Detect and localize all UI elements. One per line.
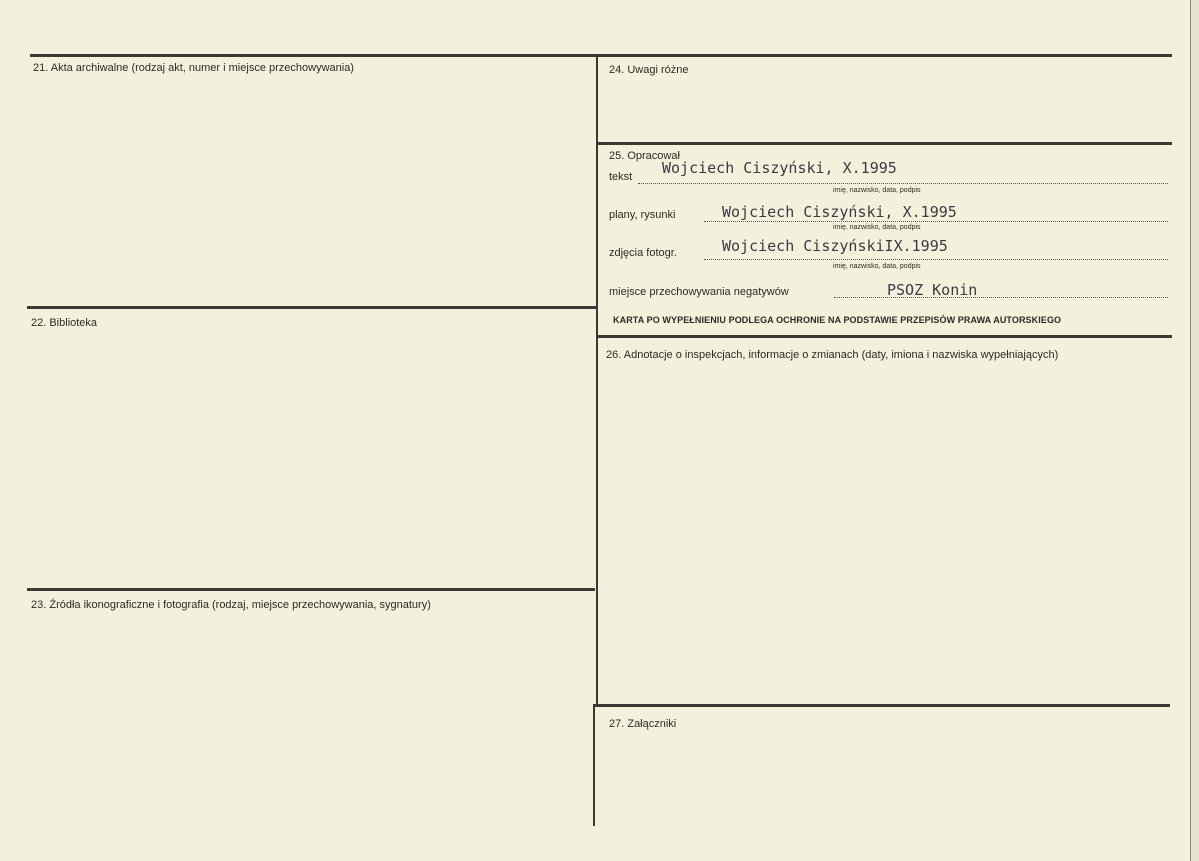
section-25-label: 25. Opracował xyxy=(609,150,680,162)
rule-section-23 xyxy=(27,588,595,591)
section-26-label: 26. Adnotacje o inspekcjach, informacje o zmianach (daty, imiona i nazwiska wypełniających) xyxy=(606,349,1059,361)
section-27-label: 27. Załączniki xyxy=(609,718,677,730)
top-rule xyxy=(30,54,1172,57)
column-divider-upper xyxy=(596,54,598,706)
rule-section-26 xyxy=(597,335,1172,338)
section-23-label: 23. Źródła ikonograficzne i fotografia (rodzaj, miejsce przechowywania, sygnatury) xyxy=(31,599,431,611)
section-24-label: 24. Uwagi różne xyxy=(609,64,689,76)
section-22-label: 22. Biblioteka xyxy=(31,317,98,329)
zdjecia-value: Wojciech CiszyńskiIX.1995 xyxy=(722,237,948,255)
section-21-label: 21. Akta archiwalne (rodzaj akt, numer i miejsce przechowywania) xyxy=(33,62,354,74)
tekst-fill-line xyxy=(638,183,1168,184)
tekst-caption: imię, nazwisko, data, podpis xyxy=(833,187,921,194)
copyright-notice: KARTA PO WYPEŁNIENIU PODLEGA OCHRONIE NA PODSTAWIE PRZEPISÓW PRAWA AUTORSKIEGO xyxy=(613,315,1062,325)
zdjecia-caption: imię, nazwisko, data, podpis xyxy=(833,263,921,270)
plany-caption: imię, nazwisko, data, podpis xyxy=(833,224,921,231)
negatywy-label: miejsce przechowywania negatywów xyxy=(609,286,789,298)
tekst-label: tekst xyxy=(609,171,633,183)
card-edge xyxy=(1190,0,1199,861)
zdjecia-label: zdjęcia fotogr. xyxy=(609,247,677,259)
negatywy-fill-line xyxy=(834,297,1168,298)
plany-label: plany, rysunki xyxy=(609,209,676,221)
plany-value: Wojciech Ciszyński, X.1995 xyxy=(722,203,957,221)
zdjecia-fill-line xyxy=(704,259,1168,260)
rule-section-27 xyxy=(595,704,1170,707)
rule-section-22 xyxy=(27,306,597,309)
tekst-value: Wojciech Ciszyński, X.1995 xyxy=(662,159,897,177)
column-divider-lower xyxy=(593,704,595,826)
plany-fill-line xyxy=(704,221,1168,222)
rule-section-25 xyxy=(597,142,1172,145)
negatywy-value: PSOZ Konin xyxy=(887,281,978,299)
